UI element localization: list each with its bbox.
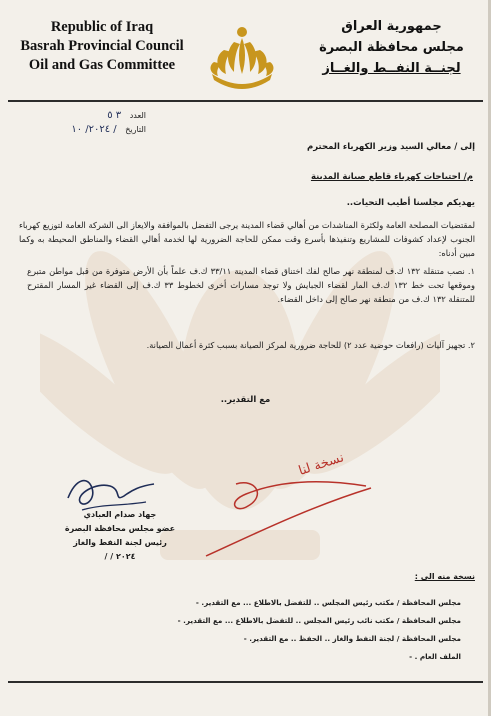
header-divider xyxy=(8,100,483,102)
cc-title: نسخة منه الى : xyxy=(414,572,475,581)
letter-date xyxy=(71,124,146,135)
council-logo xyxy=(204,22,280,92)
header-english xyxy=(12,18,192,75)
signatory-date: ٢٠٢٤ / / xyxy=(104,552,136,561)
signatory-title-2: رئيس لجنة النفط والغاز xyxy=(73,538,167,547)
number-value: ٣ ٥ xyxy=(107,110,122,121)
red-handwritten-annotation xyxy=(196,448,386,558)
header-ar-council: مجلس محافظة البصرة xyxy=(319,40,464,55)
cc-item-2: مجلس المحافظة / مكتب نائب رئيس المجلس .. للتفضل بالاطلاع ... مع التقدير. - xyxy=(177,616,461,625)
date-label: التاريخ xyxy=(125,125,146,134)
header-en-council: Basrah Provincial Council xyxy=(20,38,184,54)
header-en-country: Republic of Iraq xyxy=(50,19,154,35)
red-annotation-text: نسخة لنا xyxy=(296,450,346,479)
addressee: إلى / معالي السيد وزير الكهرباء المحترم xyxy=(307,142,475,152)
letter-number xyxy=(107,110,146,121)
subject-line: م/ احتياجات كهرباء قاطع صيانة المدينة xyxy=(310,172,473,182)
request-item-1: ١. نصب متنقلة ١٣٢ ك.ف لمنطقة نهر صالح لفك اختناق قضاء المدينة ٣٣/١١ ك.ف علماً بأن الأرض متوفرة من قبل مواطن متبرع وموقعها تحت خط ١٣٢ ك.ف المار لقضاء الجبايش ولا توجد مسارات أخرى لخطوط ٣٣ ك.ف إلى القضاء غير المسار المقترح للمتنقلة ١٣٢ ك.ف من منطقة نهر صالح إلى داخل القضاء. xyxy=(27,266,475,304)
greeting: يهديكم مجلسنا أطيب التحيات.. xyxy=(346,198,475,208)
header-ar-country: جمهورية العراق xyxy=(341,19,442,34)
header-en-committee: Oil and Gas Committee xyxy=(28,57,176,73)
closing-regards: مع التقدير.. xyxy=(220,395,271,405)
footer-divider xyxy=(8,681,483,683)
header-ar-committee: لجنــة النفــط والغــاز xyxy=(322,61,461,76)
signatory-block xyxy=(30,508,210,564)
date-value: / ٢٠٢٤/ ١٠ xyxy=(71,124,117,135)
number-label: العدد xyxy=(129,111,146,120)
signatory-name: جهاد صدام العبادي xyxy=(83,510,157,519)
body-paragraph: لمقتضيات المصلحة العامة ولكثرة المناشدات من أهالي قضاء المدينة يرجى التفضل بالموافقة والايعاز الى الشركة العامة لتوزيع كهرباء الجنوب لإعداد كشوفات للمشاريع وتنفيذها بأسرع وقت ممكن للحاجة الضرورية لها لخدمة أهالي القضاء والمناطق المحيطة به وكما مبين أدناه: xyxy=(19,220,475,258)
cc-item-4: الملف العام . - xyxy=(409,652,461,661)
request-item-2: ٢. تجهيز آليات (رافعات حوضية عدد ٢) للحاجة ضرورية لمركز الصيانة بسبب كثرة أعمال الصيانة. xyxy=(146,340,475,350)
cc-item-3: مجلس المحافظة / لجنة النفط والغاز .. الحفظ .. مع التقدير. - xyxy=(243,634,461,643)
signatory-title-1: عضو مجلس محافظة البصرة xyxy=(64,524,176,533)
cc-item-1: مجلس المحافظة / مكتب رئيس المجلس .. للتفضل بالاطلاع ... مع التقدير. - xyxy=(195,598,461,607)
header-arabic xyxy=(304,16,479,79)
